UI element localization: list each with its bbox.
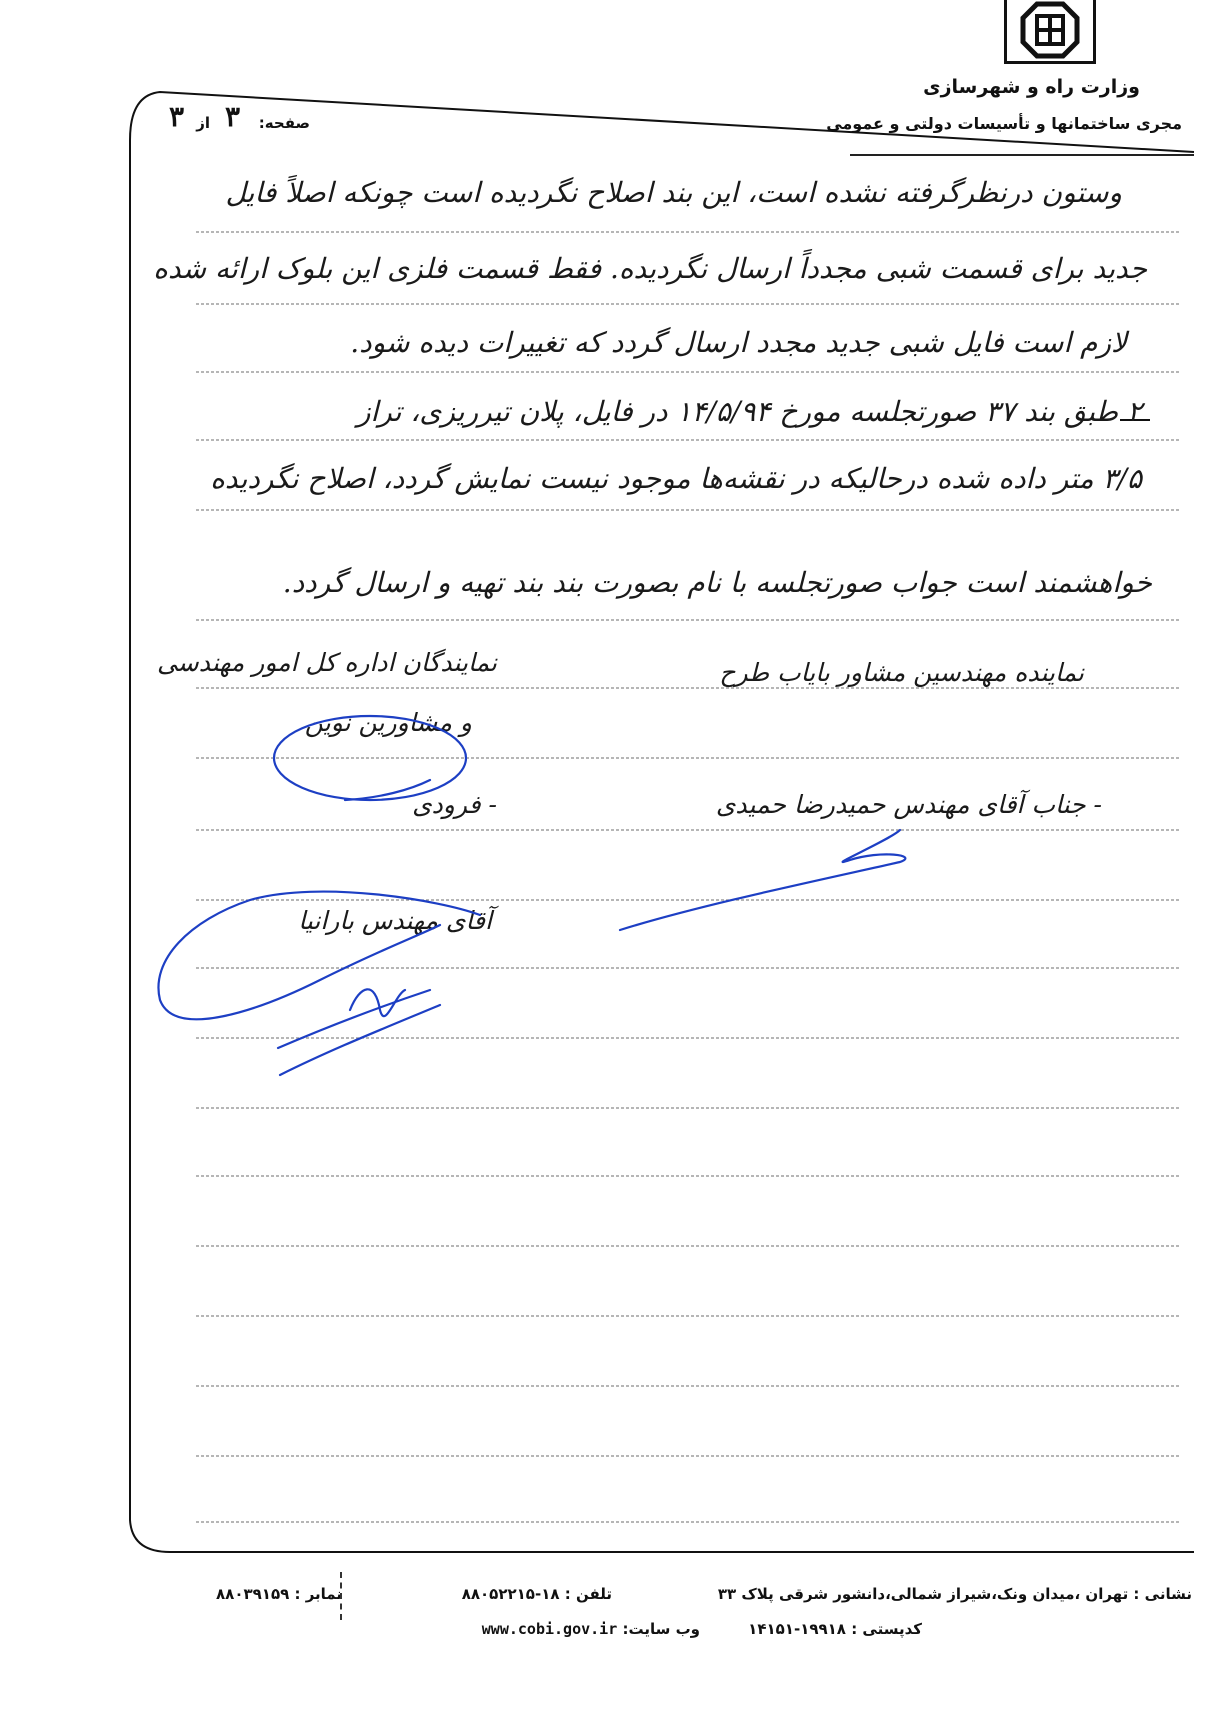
footer-website-url[interactable]: www.cobi.gov.ir (481, 1620, 618, 1638)
page-of: از (196, 114, 210, 132)
body-line-2: جدید برای قسمت شبی مجدداً ارسال نگردیده. فقط قسمت فلزی این بلوک ارائه شده (153, 252, 1147, 285)
footer-phone: تلفن : ۱۸-۸۸۰۵۲۲۱۵ (461, 1585, 612, 1603)
right-signer: - جناب آقای مهندس حمیدرضا حمیدی (715, 790, 1102, 819)
body-line-5: ۳/۵ متر داده شده درحالیکه در نقشه‌ها موجود نیست نمایش گردد، اصلاح نگردیده (210, 462, 1142, 495)
footer-address: نشانی : تهران ،میدان ونک،شیراز شمالی،دانشور شرقی پلاک ۳۳ (717, 1585, 1192, 1603)
footer-fax: نمابر : ۸۸۰۳۹۱۵۹ (216, 1585, 342, 1603)
signature-stroke-2 (620, 830, 905, 930)
left-signers-title-2: و مشاورین نوین (304, 708, 472, 737)
left-signer-1: - فرودی (412, 790, 497, 819)
body-line-6: خواهشمند است جواب صورتجلسه با نام بصورت بند بند تهیه و ارسال گردد. (282, 566, 1152, 599)
signature-loop-2 (158, 892, 480, 1020)
right-signers-title: نماینده مهندسین مشاور بایاب طرح (719, 658, 1084, 687)
footer-postal-code: کدپستی : ۱۹۹۱۸-۱۴۱۵۱ (748, 1620, 922, 1638)
footer-website (482, 1620, 700, 1638)
body-line-4: ۲ طبق بند ۳۷ صورتجلسه مورخ ۱۴/۵/۹۴ در فایل، پلان تیرریزی، تراز (356, 395, 1142, 428)
page-label: صفحه: (258, 114, 310, 132)
left-signers-title: نمایندگان اداره کل امور مهندسی (156, 648, 497, 677)
signature-loop-1 (274, 716, 466, 800)
left-signer-2: آقای مهندس بارانیا (298, 906, 492, 935)
footer-separator (340, 1572, 342, 1620)
signature-stroke-1 (345, 780, 430, 800)
signature-stroke-5 (350, 989, 405, 1016)
footer-website-label: وب سایت: (622, 1620, 700, 1638)
ministry-name: وزارت راه و شهرسازی (923, 76, 1140, 98)
page-current: ۳ (224, 100, 240, 133)
body-line-1: وستون درنظرگرفته نشده است، این بند اصلاح نگردیده است چونکه اصلاً فایل (225, 176, 1122, 209)
body-line-3: لازم است فایل شبی جدید مجدد ارسال گردد که تغییرات دیده شود. (350, 326, 1127, 359)
page-total: ۳ (168, 100, 184, 133)
organization-name: مجری ساختمانها و تأسیسات دولتی و عمومی (826, 114, 1182, 133)
